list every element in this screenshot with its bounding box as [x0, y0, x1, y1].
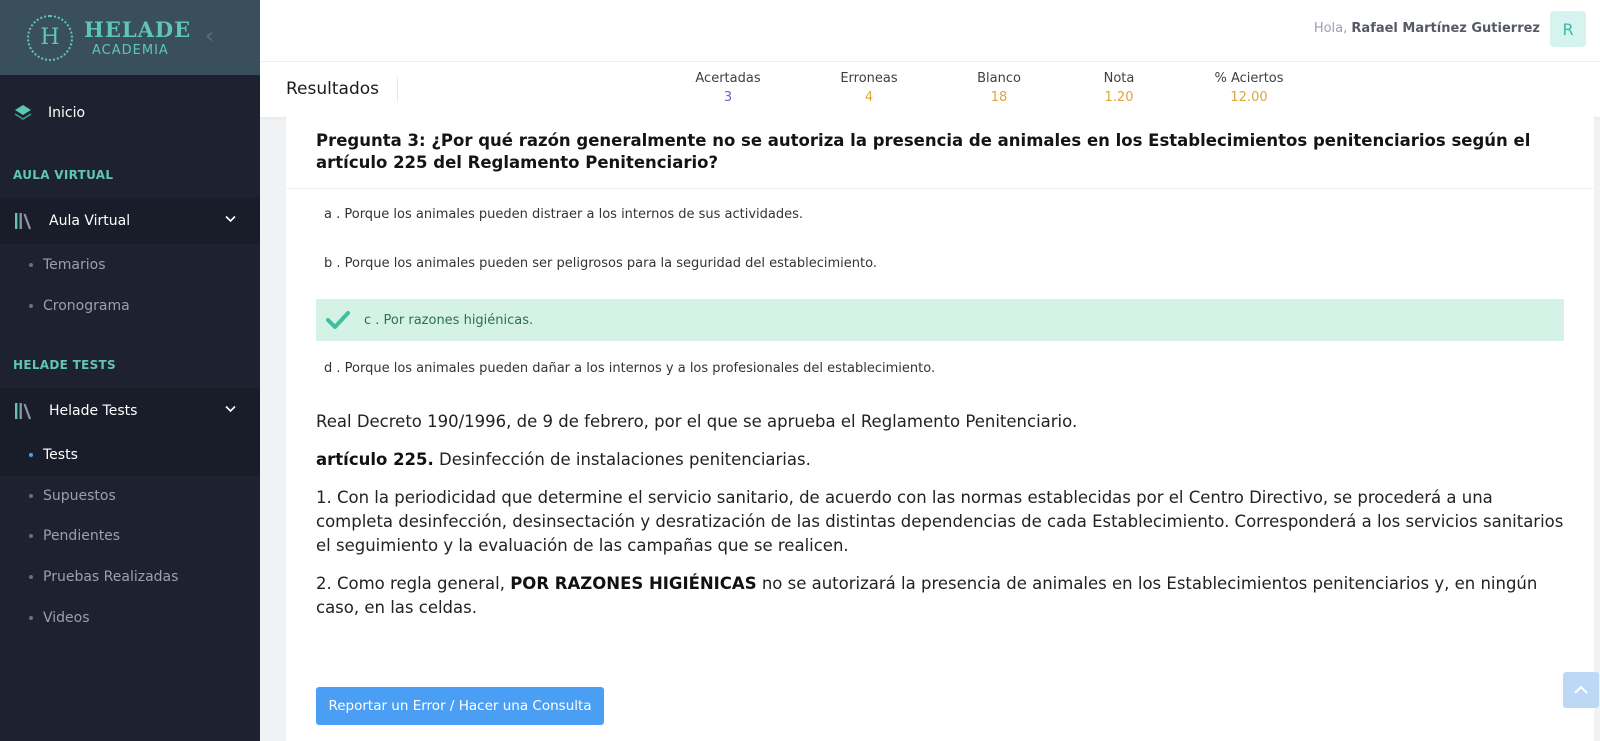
stat-value: 18: [990, 90, 1008, 105]
stat-label: % Aciertos: [1214, 71, 1284, 86]
bullet-icon: [29, 453, 33, 457]
stat-value: 3: [723, 90, 733, 105]
article-number: artículo 225.: [316, 450, 434, 469]
explanation-article-heading: [316, 448, 1566, 472]
sidebar-item-videos[interactable]: [0, 598, 260, 638]
user-greeting[interactable]: [1314, 21, 1540, 36]
scroll-to-top-button[interactable]: [1563, 672, 1599, 708]
answer-option-d: d . Porque los animales pueden dañar a los internos y a los profesionales del establecimiento.: [324, 360, 936, 376]
sidebar-item-label: Cronograma: [43, 298, 130, 314]
stat-value: 4: [864, 90, 874, 105]
bullet-icon: [29, 263, 33, 267]
layers-icon: [14, 104, 32, 122]
answer-option-b: b . Porque los animales pueden ser peligrosos para la seguridad del establecimiento.: [324, 255, 877, 271]
user-name: Rafael Martínez Gutierrez: [1351, 21, 1540, 36]
paragraph-text: 2. Como regla general,: [316, 574, 511, 593]
brand-seal-letter: H: [40, 25, 60, 50]
top-header: [260, 0, 1600, 62]
sidebar-item-label: Pruebas Realizadas: [43, 569, 179, 585]
sidebar-item-pruebas-realizadas[interactable]: [0, 557, 260, 597]
paragraph-emphasis: POR RAZONES HIGIÉNICAS: [510, 574, 757, 593]
sidebar-group-aula-virtual[interactable]: [0, 198, 260, 244]
brand-header: [0, 0, 260, 75]
divider: [397, 77, 398, 102]
answer-option-a: a . Porque los animales pueden distraer a los internos de sus actividades.: [324, 206, 804, 222]
sidebar-group-helade-tests[interactable]: [0, 388, 260, 434]
sidebar-item-tests[interactable]: [0, 434, 260, 476]
paragraph-text: no se autorizará la presencia de animales en los Establecimientos penitenciarios y, en ningún caso, en las celdas.: [316, 574, 1538, 617]
sidebar: [0, 0, 260, 741]
bullet-icon: [29, 575, 33, 579]
results-title: Resultados: [286, 79, 379, 99]
chevron-up-icon: [1574, 685, 1588, 695]
sidebar-item-label: Temarios: [43, 257, 106, 273]
stat-nota: [1059, 71, 1179, 105]
chevron-down-icon: [225, 213, 236, 226]
stat-value: 12.00: [1230, 90, 1268, 105]
bullet-icon: [29, 304, 33, 308]
check-icon: [326, 310, 350, 330]
bullet-icon: [29, 534, 33, 538]
answer-option-label: c . Por razones higiénicas.: [364, 312, 534, 328]
avatar[interactable]: R: [1550, 11, 1586, 47]
sidebar-item-label: Videos: [43, 610, 90, 626]
chevron-left-icon[interactable]: ‹: [205, 24, 214, 49]
bullet-icon: [29, 494, 33, 498]
brand-subtitle: ACADEMIA: [92, 42, 169, 58]
brand-logo[interactable]: [27, 15, 73, 61]
sidebar-group-label: Helade Tests: [49, 403, 138, 419]
sidebar-item-pendientes[interactable]: [0, 516, 260, 556]
sidebar-item-label: Pendientes: [43, 528, 121, 544]
bullet-icon: [29, 616, 33, 620]
stat-erroneas: [809, 71, 929, 105]
stat-label: Erroneas: [840, 71, 898, 86]
stat-porcentaje-aciertos: [1189, 71, 1309, 105]
library-icon: [14, 402, 34, 420]
sidebar-item-label: Inicio: [48, 105, 86, 121]
answer-option-c: [316, 299, 1564, 341]
sidebar-item-supuestos[interactable]: [0, 476, 260, 516]
explanation-paragraph-1: 1. Con la periodicidad que determine el servicio sanitario, de acuerdo con las normas establecidas por el Centro Directivo, se procederá a una completa desinfección, desinsectación y desratización de las distintas dependencias de cada Establecimiento. Corresponderá a los servicios sanitarios el seguimiento y la evaluación de las campañas que se realicen.: [316, 488, 1564, 555]
greeting-prefix: Hola,: [1313, 21, 1348, 36]
brand-text: [84, 16, 192, 58]
library-icon: [14, 212, 34, 230]
stat-label: Acertadas: [695, 71, 761, 86]
report-error-button[interactable]: Reportar un Error / Hacer una Consulta: [316, 687, 604, 725]
question-card: [286, 117, 1594, 741]
chevron-down-icon: [225, 403, 236, 416]
stat-value: 1.20: [1104, 90, 1134, 105]
stat-acertadas: [668, 71, 788, 105]
brand-name: HELADE: [84, 16, 192, 42]
stat-label: Nota: [1103, 71, 1135, 86]
divider: [286, 188, 1594, 189]
results-bar: [260, 62, 1600, 117]
stat-label: Blanco: [977, 71, 1021, 86]
sidebar-item-temarios[interactable]: [0, 245, 260, 285]
stat-blanco: [939, 71, 1059, 105]
section-title-tests: HELADE TESTS: [13, 358, 116, 372]
article-title: Desinfección de instalaciones penitenciarias.: [433, 450, 811, 469]
sidebar-item-cronograma[interactable]: [0, 286, 260, 326]
explanation-source: Real Decreto 190/1996, de 9 de febrero, por el que se aprueba el Reglamento Penitenciario.: [316, 412, 1078, 431]
sidebar-item-label: Supuestos: [43, 488, 116, 504]
explanation-paragraph-2: [316, 572, 1566, 620]
section-title-aula: AULA VIRTUAL: [13, 168, 114, 182]
sidebar-item-label: Tests: [43, 447, 78, 463]
sidebar-item-inicio[interactable]: [0, 97, 260, 129]
sidebar-group-label: Aula Virtual: [49, 213, 131, 229]
question-title: Pregunta 3: ¿Por qué razón generalmente no se autoriza la presencia de animales en los Establecimientos penitenciarios según el artículo 225 del Reglamento Penitenciario?: [316, 131, 1531, 172]
